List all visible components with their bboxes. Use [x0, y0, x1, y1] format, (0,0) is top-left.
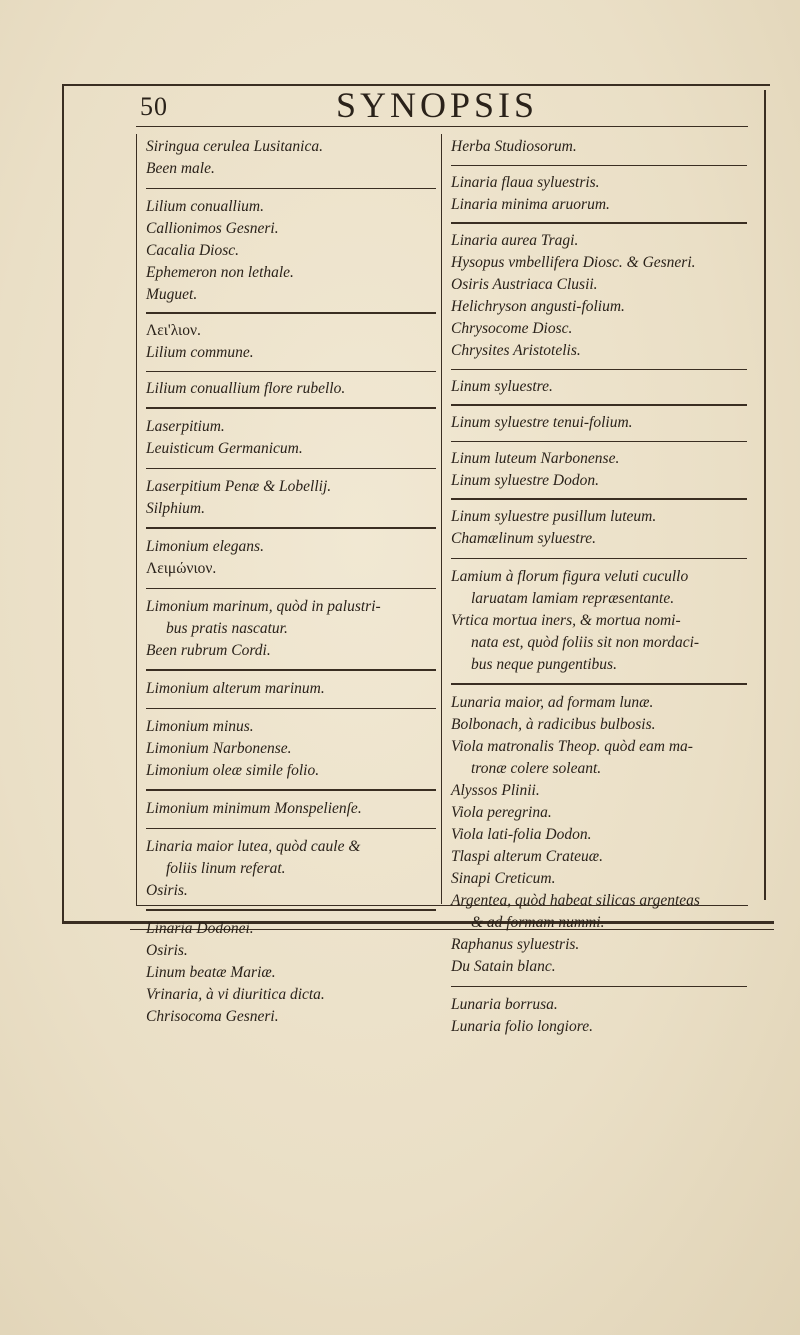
right-column-entry-line: Sinapi Creticum. [451, 870, 556, 887]
entry-separator-gap [146, 782, 436, 798]
entry-separator-gap [451, 978, 747, 994]
left-column-entry-line: Limonium marinum, quòd in palustri- [146, 598, 381, 615]
entry-separator [146, 708, 436, 709]
left-column-entry-line: bus pratis nascatur. [166, 620, 288, 637]
entry-separator-gap [146, 580, 436, 596]
right-column-entry-line: Herba Studiosorum. [451, 138, 577, 155]
right-column-entry-line: Linaria minima aruorum. [451, 196, 610, 213]
left-column-entry-line: Vrinaria, à vi diuritica dicta. [146, 986, 325, 1003]
left-column-entry-line: foliis linum referat. [166, 860, 286, 877]
left-column-entry-group [146, 196, 436, 306]
right-column-entry-line: Viola peregrina. [451, 804, 552, 821]
right-column-entry-line: Linaria flaua syluestris. [451, 174, 600, 191]
right-column-entry-line: nata est, quòd foliis sit non mordaci- [471, 634, 700, 651]
left-column-entry-line: Leuisticum Germanicum. [146, 440, 303, 457]
right-column-entry-line: Linum syluestre pusillum luteum. [451, 508, 657, 525]
entry-separator [451, 441, 747, 442]
entry-separator-gap [451, 216, 747, 230]
left-column-entry-line: Osiris. [146, 882, 188, 899]
right-column-entry-group [451, 136, 747, 158]
right-column-entry-line: Alyssos Plinii. [451, 782, 540, 799]
right-column-entry-line: Lunaria folio longiore. [451, 1018, 593, 1035]
left-column-entry-line: Been male. [146, 160, 215, 177]
right-column-entry-line: Tlaspi alterum Crateuæ. [451, 848, 604, 865]
left-column-entry-line: Callionimos Gesneri. [146, 220, 279, 237]
right-column-entry-line: Hysopus vmbellifera Diosc. & Gesneri. [451, 254, 696, 271]
entry-separator [451, 986, 747, 987]
left-column-entry-group [146, 476, 436, 520]
entry-separator [146, 188, 436, 189]
left-column-entry-line: Limonium minimum Monspelienſe. [146, 800, 362, 817]
right-column-entry-line: Viola matronalis Theop. quòd eam ma- [451, 738, 693, 755]
left-column-entry-line: Osiris. [146, 942, 188, 959]
right-column-entry-line: Viola lati-folia Dodon. [451, 826, 592, 843]
entry-separator [451, 369, 747, 370]
left-column-entry-line: Limonium oleæ simile folio. [146, 762, 320, 779]
right-column-entry-line: Chrysites Aristotelis. [451, 342, 581, 359]
right-column-entry-line: tronæ colere soleant. [471, 760, 602, 777]
left-column-entry-group [146, 320, 436, 364]
right-column-entry-line: Linum syluestre. [451, 378, 553, 395]
entry-separator-gap [146, 700, 436, 716]
right-column-entry-line: & ad formam nummi. [471, 914, 605, 931]
right-column-entry-group [451, 376, 747, 398]
right-column-entry-line: bus neque pungentibus. [471, 656, 617, 673]
right-column-entry-line: Lamium à florum figura veluti cucullo [451, 568, 689, 585]
right-column-entry-line: Chamælinum syluestre. [451, 530, 596, 547]
right-column-entry-line: Du Satain blanc. [451, 958, 556, 975]
right-column-entry-line: laruatam lamiam repræsentante. [471, 590, 675, 607]
entry-separator [451, 404, 747, 406]
outer-frame-right-rule [764, 90, 766, 900]
right-column-entry-line: Linaria aurea Tragi. [451, 232, 579, 249]
entry-separator [451, 222, 747, 224]
entry-separator [146, 407, 436, 409]
left-column-entry-line: Limonium Narbonense. [146, 740, 292, 757]
left-column-entry-group [146, 678, 436, 700]
left-column-entry-group [146, 798, 436, 820]
entry-separator-gap [451, 158, 747, 172]
right-column-entry-line: Raphanus syluestris. [451, 936, 580, 953]
entry-separator [146, 669, 436, 671]
left-column-entry-group [146, 416, 436, 460]
right-column-entry-group [451, 412, 747, 434]
left-column-entry-line: Been rubrum Cordi. [146, 642, 271, 659]
entry-separator-gap [146, 820, 436, 836]
entry-separator-gap [146, 902, 436, 918]
left-column-entry-group [146, 378, 436, 400]
left-column-entry-line: Laserpitium Penæ & Lobellij. [146, 478, 332, 495]
entry-separator [146, 828, 436, 829]
left-column-entry-line: Λει'λιον. [146, 322, 201, 339]
entry-separator-gap [451, 362, 747, 376]
column-divider [441, 134, 442, 904]
left-column-entry-line: Linaria maior lutea, quòd caule & [146, 838, 361, 855]
right-column-entry-group [451, 230, 747, 362]
entry-separator-gap [146, 460, 436, 476]
entry-separator [451, 558, 747, 559]
left-column-entry-group [146, 716, 436, 782]
entry-separator [451, 165, 747, 166]
entry-separator [146, 909, 436, 911]
right-column-entry-group [451, 692, 747, 978]
left-column-entry-line: Lilium conuallium flore rubello. [146, 380, 346, 397]
entry-separator [146, 588, 436, 589]
left-column-entry-line: Cacalia Diosc. [146, 242, 239, 259]
left-column-entry-line: Linum beatæ Mariæ. [146, 964, 276, 981]
left-column-entry-line: Λειμώνιον. [146, 560, 217, 577]
right-column-entry-line: Lunaria borrusa. [451, 996, 558, 1013]
entry-separator-gap [146, 180, 436, 196]
left-column-entry-line: Lilium commune. [146, 344, 254, 361]
left-column-entry-line: Laserpitium. [146, 418, 225, 435]
left-column-entry-line: Limonium elegans. [146, 538, 264, 555]
left-column-entry-line: Ephemeron non lethale. [146, 264, 294, 281]
right-column-entry-group [451, 448, 747, 492]
entry-separator-gap [146, 364, 436, 378]
left-column-entry-line: Silphium. [146, 500, 205, 517]
page-number: 50 [140, 92, 168, 121]
entry-separator-gap [146, 662, 436, 678]
left-column-entry-line: Chrisocoma Gesneri. [146, 1008, 279, 1025]
entry-separator [146, 789, 436, 791]
left-column-entry-line: Limonium alterum marinum. [146, 680, 325, 697]
right-column [451, 136, 747, 1038]
right-column-entry-line: Lunaria maior, ad formam lunæ. [451, 694, 654, 711]
left-column-entry-line: Muguet. [146, 286, 198, 303]
right-column-entry-group [451, 172, 747, 216]
entry-separator-gap [451, 550, 747, 566]
right-column-entry-line: Linum syluestre tenui-folium. [451, 414, 633, 431]
right-column-entry-group [451, 566, 747, 676]
page-title: SYNOPSIS [336, 85, 539, 125]
entry-separator-gap [451, 492, 747, 506]
right-column-entry-line: Osiris Austriaca Clusii. [451, 276, 598, 293]
header-rule [136, 126, 748, 127]
left-column-entry-line: Lilium conuallium. [146, 198, 264, 215]
entry-separator [451, 498, 747, 500]
entry-separator [146, 312, 436, 314]
right-column-entry-group [451, 994, 747, 1038]
entry-separator-gap [451, 676, 747, 692]
right-column-entry-line: Chrysocome Diosc. [451, 320, 573, 337]
left-column-entry-line: Linaria Dodonei. [146, 920, 254, 937]
entry-separator-gap [146, 520, 436, 536]
right-column-entry-line: Linum luteum Narbonense. [451, 450, 620, 467]
left-column-entry-group [146, 918, 436, 1028]
left-column [146, 136, 436, 1028]
entry-separator [146, 468, 436, 469]
right-column-entry-line: Vrtica mortua iners, & mortua nomi- [451, 612, 681, 629]
right-column-entry-line: Bolbonach, à radicibus bulbosis. [451, 716, 656, 733]
entry-separator-gap [451, 434, 747, 448]
right-column-entry-line: Argentea, quòd habeat silicas argenteas [451, 892, 700, 909]
left-column-entry-group [146, 136, 436, 180]
right-column-entry-line: Helichryson angusti-folium. [451, 298, 625, 315]
left-column-entry-line: Siringua cerulea Lusitanica. [146, 138, 323, 155]
left-column-entry-line: Limonium minus. [146, 718, 254, 735]
left-column-entry-group [146, 536, 436, 580]
entry-separator [451, 683, 747, 685]
entry-separator-gap [451, 398, 747, 412]
entry-separator [146, 371, 436, 372]
entry-separator-gap [146, 306, 436, 320]
right-column-entry-group [451, 506, 747, 550]
right-column-entry-line: Linum syluestre Dodon. [451, 472, 599, 489]
entry-separator [146, 527, 436, 529]
left-column-entry-group [146, 836, 436, 902]
left-column-entry-group [146, 596, 436, 662]
entry-separator-gap [146, 400, 436, 416]
